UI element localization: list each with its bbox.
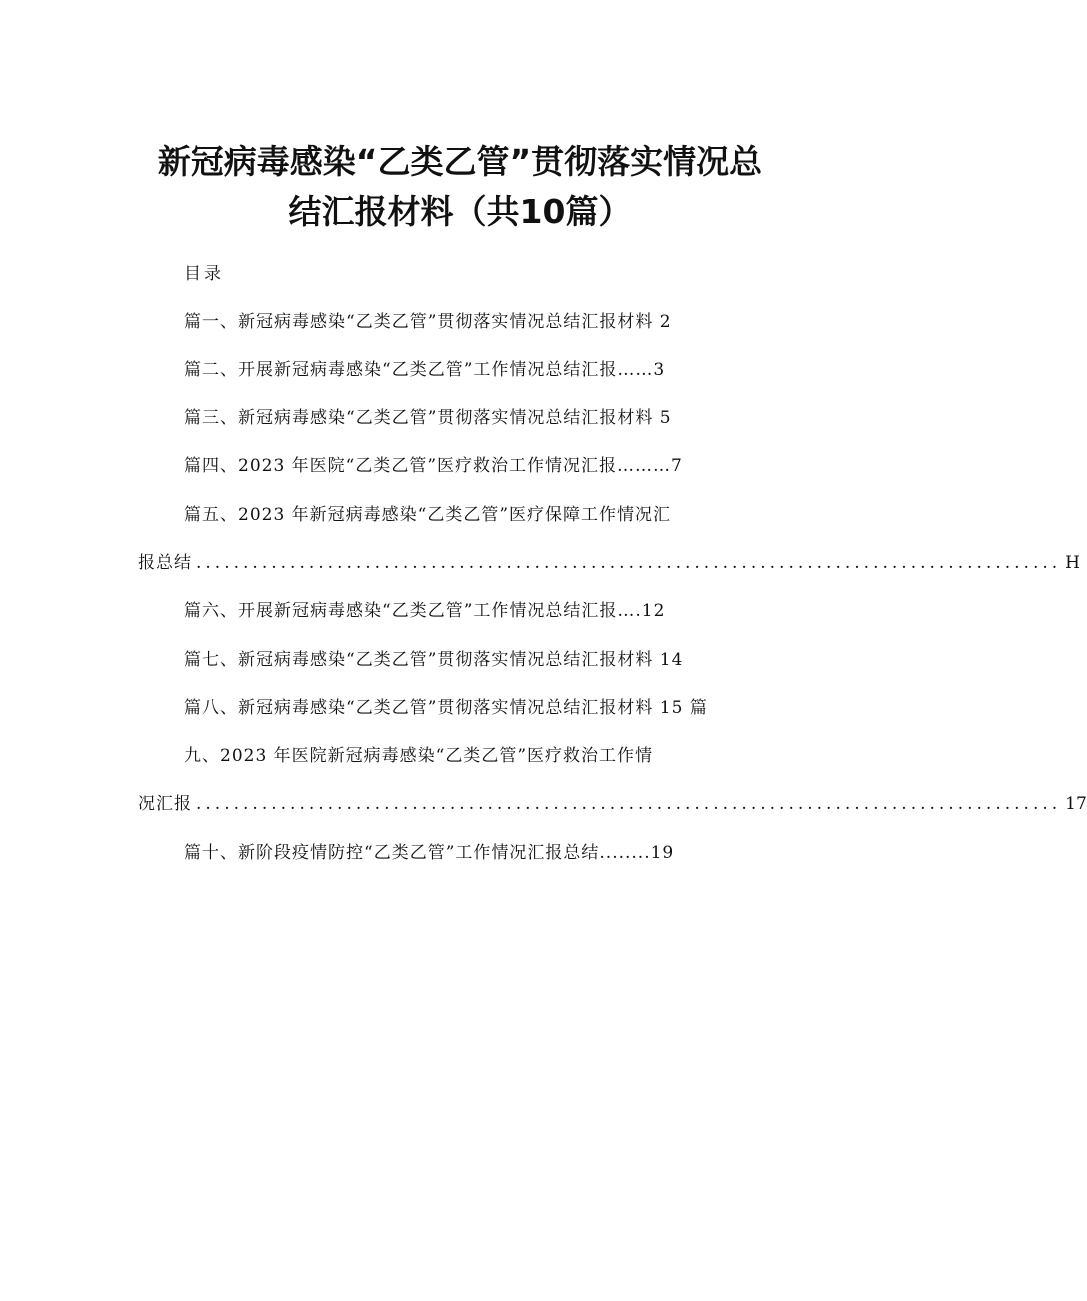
toc-entry-10[interactable]: 篇十、新阶段疫情防控“乙类乙管”工作情况汇报总结........19 [184,843,675,863]
toc-heading: 目录 [184,264,224,284]
toc-entry-3[interactable]: 篇三、新冠病毒感染“乙类乙管”贯彻落实情况总结汇报材料 5 [184,408,672,428]
toc-entry-7[interactable]: 篇七、新冠病毒感染“乙类乙管”贯彻落实情况总结汇报材料 14 [184,650,684,670]
toc-entry-1[interactable]: 篇一、新冠病毒感染“乙类乙管”贯彻落实情况总结汇报材料 2 [184,312,672,332]
toc-entry-5-line-1[interactable]: 篇五、2023 年新冠病毒感染“乙类乙管”医疗保障工作情况汇 [184,505,672,525]
document-title-line-2: 结汇报材料（共10篇） [288,192,632,231]
toc-entry-6[interactable]: 篇六、开展新冠病毒感染“乙类乙管”工作情况总结汇报….12 [184,601,666,621]
toc-entry-5-line-2[interactable] [138,551,1080,575]
toc-entry-9-line-2[interactable] [138,792,1087,816]
dot-leader: ............................................................................................ [196,794,1062,814]
toc-entry-2[interactable]: 篇二、开展新冠病毒感染“乙类乙管”工作情况总结汇报……3 [184,360,666,380]
toc-entry-5-continuation: 报总结 [138,553,192,573]
toc-entry-9-page: 17 [1065,794,1087,814]
document-title-line-1: 新冠病毒感染“乙类乙管”贯彻落实情况总 [157,142,763,181]
toc-entry-5-page: H [1065,553,1080,573]
toc-entry-9-line-1[interactable]: 九、2023 年医院新冠病毒感染“乙类乙管”医疗救治工作情 [184,746,654,766]
toc-entry-9-continuation: 况汇报 [138,794,192,814]
dot-leader: ............................................................................................ [196,553,1062,573]
toc-entry-8[interactable]: 篇八、新冠病毒感染“乙类乙管”贯彻落实情况总结汇报材料 15 篇 [184,698,708,718]
toc-entry-4[interactable]: 篇四、2023 年医院“乙类乙管”医疗救治工作情况汇报………7 [184,456,683,476]
